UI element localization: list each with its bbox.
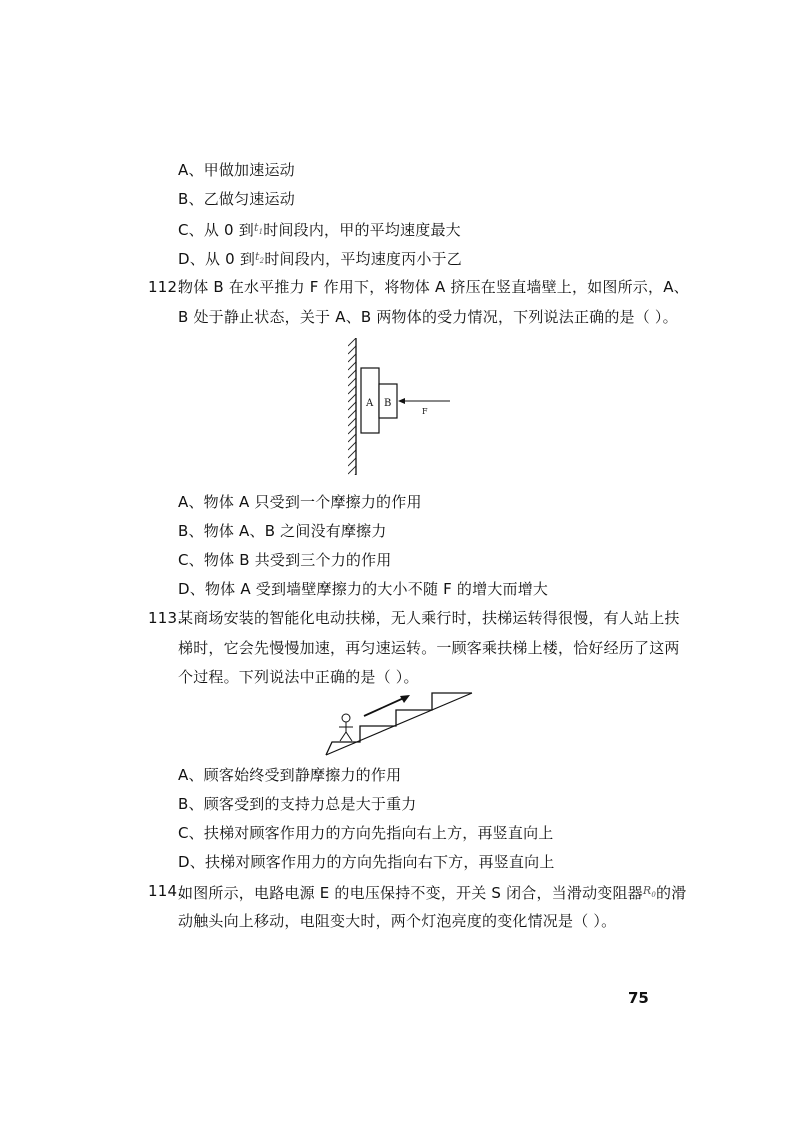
- motion-arrow-line: [364, 697, 406, 716]
- q113-stem-line2: 梯时，它会先慢慢加速，再匀速运转。一顾客乘扶梯上楼，恰好经历了这两: [178, 639, 680, 657]
- r0-symbol: R0: [642, 884, 657, 900]
- q113-figure-escalator: [320, 685, 480, 757]
- q114-stem-line1-suffix: 的滑: [656, 884, 687, 902]
- q113-option-d: D、扶梯对顾客作用力的方向先指向右下方，再竖直向上: [178, 853, 555, 871]
- q112-option-b: B、物体 A、B 之间没有摩擦力: [178, 522, 387, 540]
- q112-stem-line2: B 处于静止状态，关于 A、B 两物体的受力情况，下列说法正确的是（ ）。: [178, 308, 678, 326]
- escalator-incline: [326, 693, 472, 755]
- t2-symbol: t2: [255, 250, 265, 266]
- q112-option-c: C、物体 B 共受到三个力的作用: [178, 551, 392, 569]
- q111-option-c-prefix: C、从 0 到: [178, 221, 254, 239]
- q113-option-a: A、顾客始终受到静摩擦力的作用: [178, 766, 402, 784]
- q113-stem-line3: 个过程。下列说法中正确的是（ ）。: [178, 668, 419, 686]
- q113-stem-line1: 某商场安装的智能化电动扶梯，无人乘行时，扶梯运转得很慢，有人站上扶: [178, 609, 680, 627]
- q112-figure-wall-blocks: [340, 335, 460, 477]
- q112-stem-line1: 物体 B 在水平推力 F 作用下，将物体 A 挤压在竖直墙壁上，如图所示，A、: [178, 278, 689, 296]
- q112-option-a: A、物体 A 只受到一个摩擦力的作用: [178, 493, 422, 511]
- page-number: 75: [628, 989, 649, 1007]
- q112-number: 112.: [148, 278, 183, 296]
- q113-option-c: C、扶梯对顾客作用力的方向先指向右上方，再竖直向上: [178, 824, 554, 842]
- q111-option-c-suffix: 时间段内，甲的平均速度最大: [263, 221, 461, 239]
- q114-stem-line1: [178, 881, 686, 905]
- q111-option-b: B、乙做匀速运动: [178, 190, 295, 208]
- wall-hatch: [348, 338, 356, 477]
- q113-number: 113.: [148, 609, 183, 627]
- force-arrow-head: [398, 398, 405, 404]
- q113-option-b: B、顾客受到的支持力总是大于重力: [178, 795, 417, 813]
- q112-option-d: D、物体 A 受到墙壁摩擦力的大小不随 F 的增大而增大: [178, 580, 549, 598]
- label-f: F: [422, 407, 428, 416]
- q111-option-c: [178, 218, 461, 242]
- q114-stem-line1-prefix: 如图所示，电路电源 E 的电压保持不变，开关 S 闭合，当滑动变阻器: [178, 884, 643, 902]
- q114-stem-line2: 动触头向上移动，电阻变大时，两个灯泡亮度的变化情况是（ ）。: [178, 912, 617, 930]
- q111-option-d: [178, 247, 462, 271]
- q111-option-d-prefix: D、从 0 到: [178, 250, 256, 268]
- q114-number: 114.: [148, 882, 183, 900]
- q111-option-d-suffix: 时间段内，平均速度丙小于乙: [264, 250, 462, 268]
- label-b: B: [384, 398, 392, 409]
- label-a: A: [366, 398, 374, 409]
- customer-figure: [339, 714, 353, 741]
- q111-option-a: A、甲做加速运动: [178, 161, 295, 179]
- t1-symbol: t1: [253, 221, 264, 237]
